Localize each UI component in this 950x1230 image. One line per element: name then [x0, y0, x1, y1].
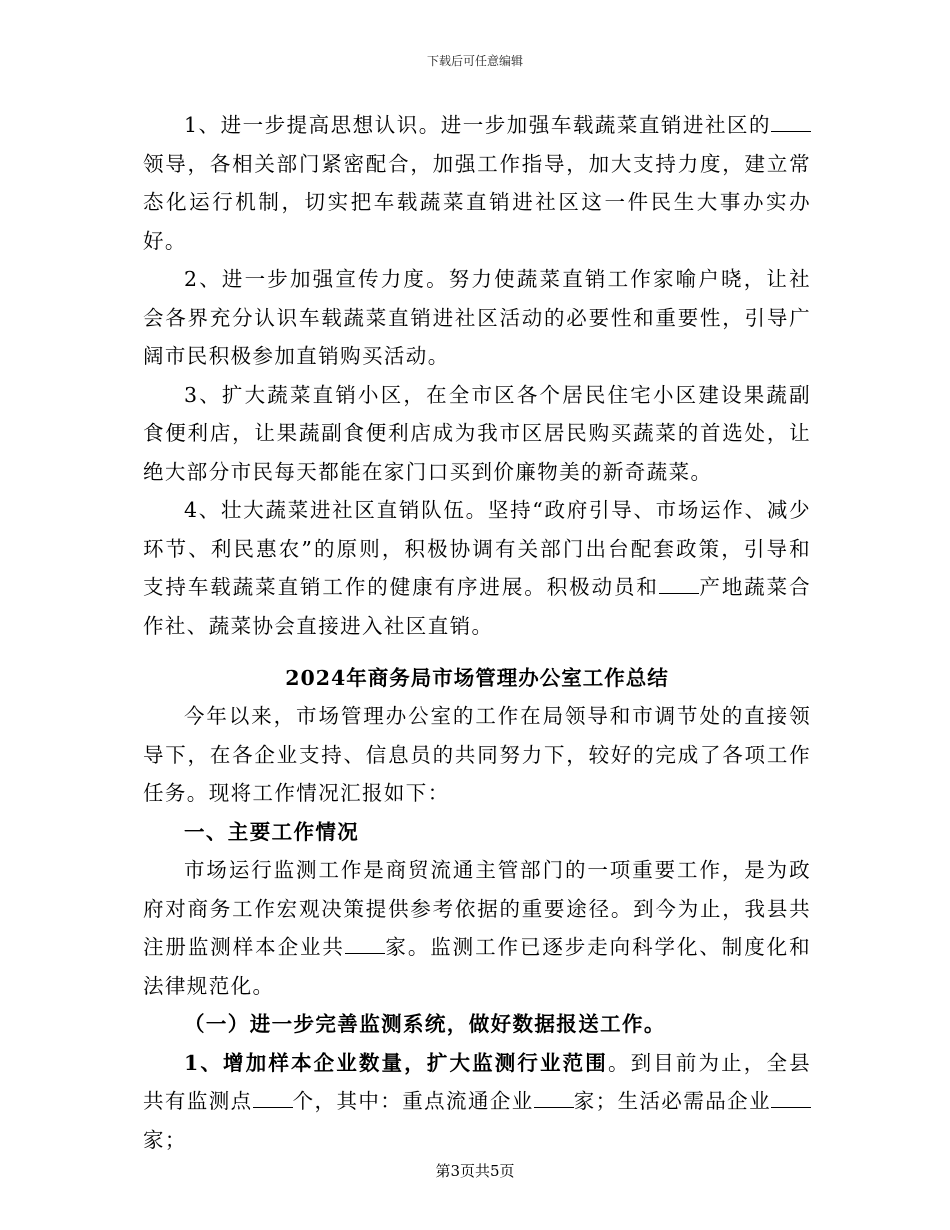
- paragraph-6-text-a: 市场运行监测工作是商贸流通主管部门的一项重要工作，是为政府对商务工作宏观决策提供参考依据的重要途径。到今为止，我县共注册监测样本企业共: [143, 858, 811, 959]
- page-header: 下载后可任意编辑: [426, 54, 523, 68]
- paragraph-1: [143, 106, 811, 260]
- paragraph-7-text-b: 个，其中：重点流通企业: [292, 1089, 534, 1113]
- paragraph-4: [143, 491, 811, 645]
- fill-blank: [253, 1089, 293, 1108]
- document-title: 2024年商务局市场管理办公室工作总结: [285, 666, 669, 690]
- paragraph-1-text-a: 1、进一步提高思想认识。进一步加强车载蔬菜直销进社区的: [184, 113, 771, 137]
- paragraph-7: [143, 1044, 811, 1160]
- paragraph-7-text-a: 。到目前为止，全县共有监测点: [143, 1050, 811, 1113]
- paragraph-5: 今年以来，市场管理办公室的工作在局领导和市调节处的直接领导下，在各企业支持、信息员的共同努力下，较好的完成了各项工作任务。现将工作情况汇报如下：: [143, 704, 811, 805]
- subsection-heading-1: （一）进一步完善监测系统，做好数据报送工作。: [184, 1012, 666, 1036]
- fill-blank: [771, 113, 811, 132]
- paragraph-7-bold-lead: 1、增加样本企业数量，扩大监测行业范围: [184, 1050, 608, 1075]
- document-body: [143, 106, 811, 1159]
- paragraph-4-text-a: 4、壮大蔬菜进社区直销队伍。坚持“政府引导、市场运作、减少环节、利民惠农”的原则，积极协调有关部门出台配套政策，引导和支持车载蔬菜直销工作的健康有序进展。积极动员和: [143, 498, 811, 599]
- paragraph-7-text-d: 家；: [143, 1127, 187, 1152]
- paragraph-3: 3、扩大蔬菜直销小区，在全市区各个居民住宅小区建设果蔬副食便利店，让果蔬副食便利店成为我市区居民购买蔬菜的首选处，让绝大部分市民每天都能在家门口买到价廉物美的新奇蔬菜。: [143, 382, 811, 484]
- paragraph-6-text-b: 家。监测工作已逐步走向科学化、制度化和法律规范化。: [143, 935, 811, 998]
- paragraph-2: 2、进一步加强宣传力度。努力使蔬菜直销工作家喻户晓，让社会各界充分认识车载蔬菜直销进社区活动的必要性和重要性，引导广阔市民积极参加直销购买活动。: [143, 267, 811, 368]
- fill-blank: [659, 575, 699, 594]
- section-heading-1: 一、主要工作情况: [184, 819, 360, 844]
- fill-blank: [771, 1089, 811, 1108]
- paragraph-4-text-b: 产地蔬菜合作社、蔬菜协会直接进入社区直销。: [143, 575, 812, 638]
- paragraph-1-text-b: 领导，各相关部门紧密配合，加强工作指导，加大支持力度，建立常态化运行机制，切实把车载蔬菜直销进社区这一件民生大事办实办好。: [143, 151, 811, 253]
- fill-blank: [345, 935, 385, 954]
- paragraph-7-text-c: 家；生活必需品企业: [573, 1089, 771, 1113]
- fill-blank: [534, 1089, 574, 1108]
- page-footer: 第3页共5页: [435, 1162, 515, 1180]
- paragraph-6: [143, 851, 811, 1005]
